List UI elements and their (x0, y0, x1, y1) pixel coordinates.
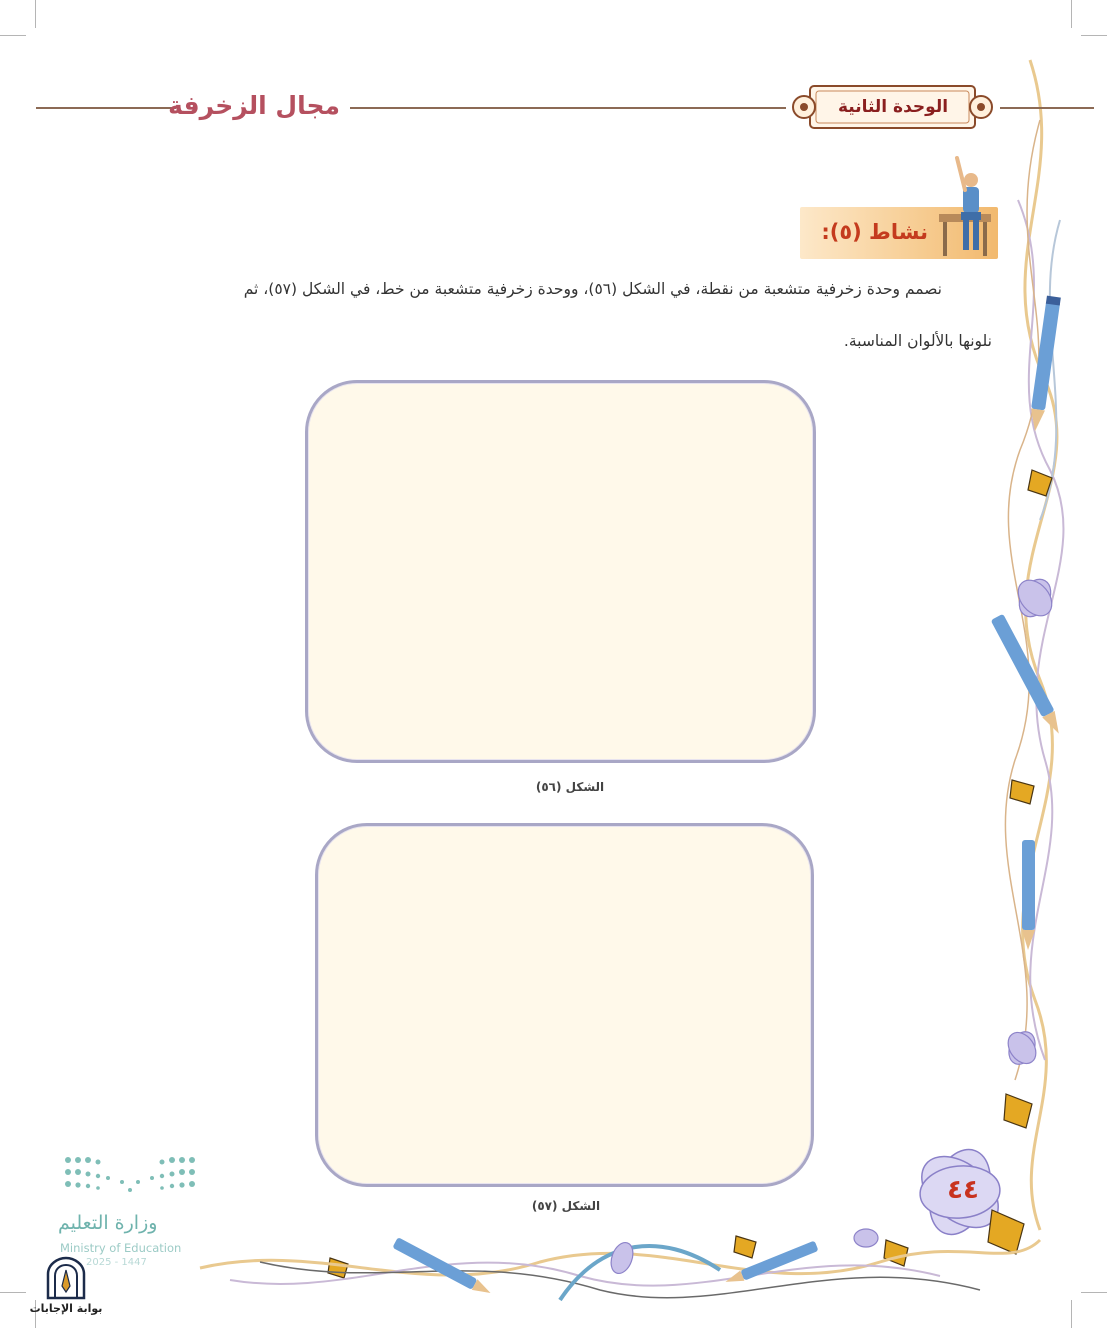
drawing-frame-figure-57[interactable] (315, 823, 814, 1187)
field-title: مجال الزخرفة (168, 91, 340, 120)
student-raising-hand-icon (935, 152, 995, 262)
figure-caption-56: الشكل (٥٦) (535, 780, 605, 794)
ministry-name-arabic: وزارة التعليم (58, 1212, 158, 1234)
instruction-line-2: نلونها بالألوان المناسبة. (843, 332, 992, 350)
drawing-frame-figure-56[interactable] (305, 380, 816, 763)
instruction-line-1: نصمم وحدة زخرفية متشعبة من نقطة، في الشكل (٥٦)، ووحدة زخرفية متشعبة من خط، في الشكل (٥٧)، ثم (243, 280, 942, 298)
header-rule-right (1000, 107, 1094, 109)
ministry-dots-logo-icon (62, 1152, 198, 1200)
header-rule-middle (350, 107, 786, 109)
ministry-year: 2025 - 1447 (86, 1257, 147, 1268)
activity-label: نشاط (٥): (821, 220, 928, 244)
figure-caption-57: الشكل (٥٧) (531, 1199, 601, 1213)
answers-portal-icon[interactable] (44, 1256, 88, 1300)
page-number: ٤٤ (947, 1175, 979, 1205)
unit-title: الوحدة الثانية (837, 97, 949, 117)
ministry-name-english: Ministry of Education (60, 1241, 182, 1255)
answers-portal-label[interactable]: بوابة الإجابات (29, 1302, 103, 1315)
header-rule-left (36, 107, 176, 109)
